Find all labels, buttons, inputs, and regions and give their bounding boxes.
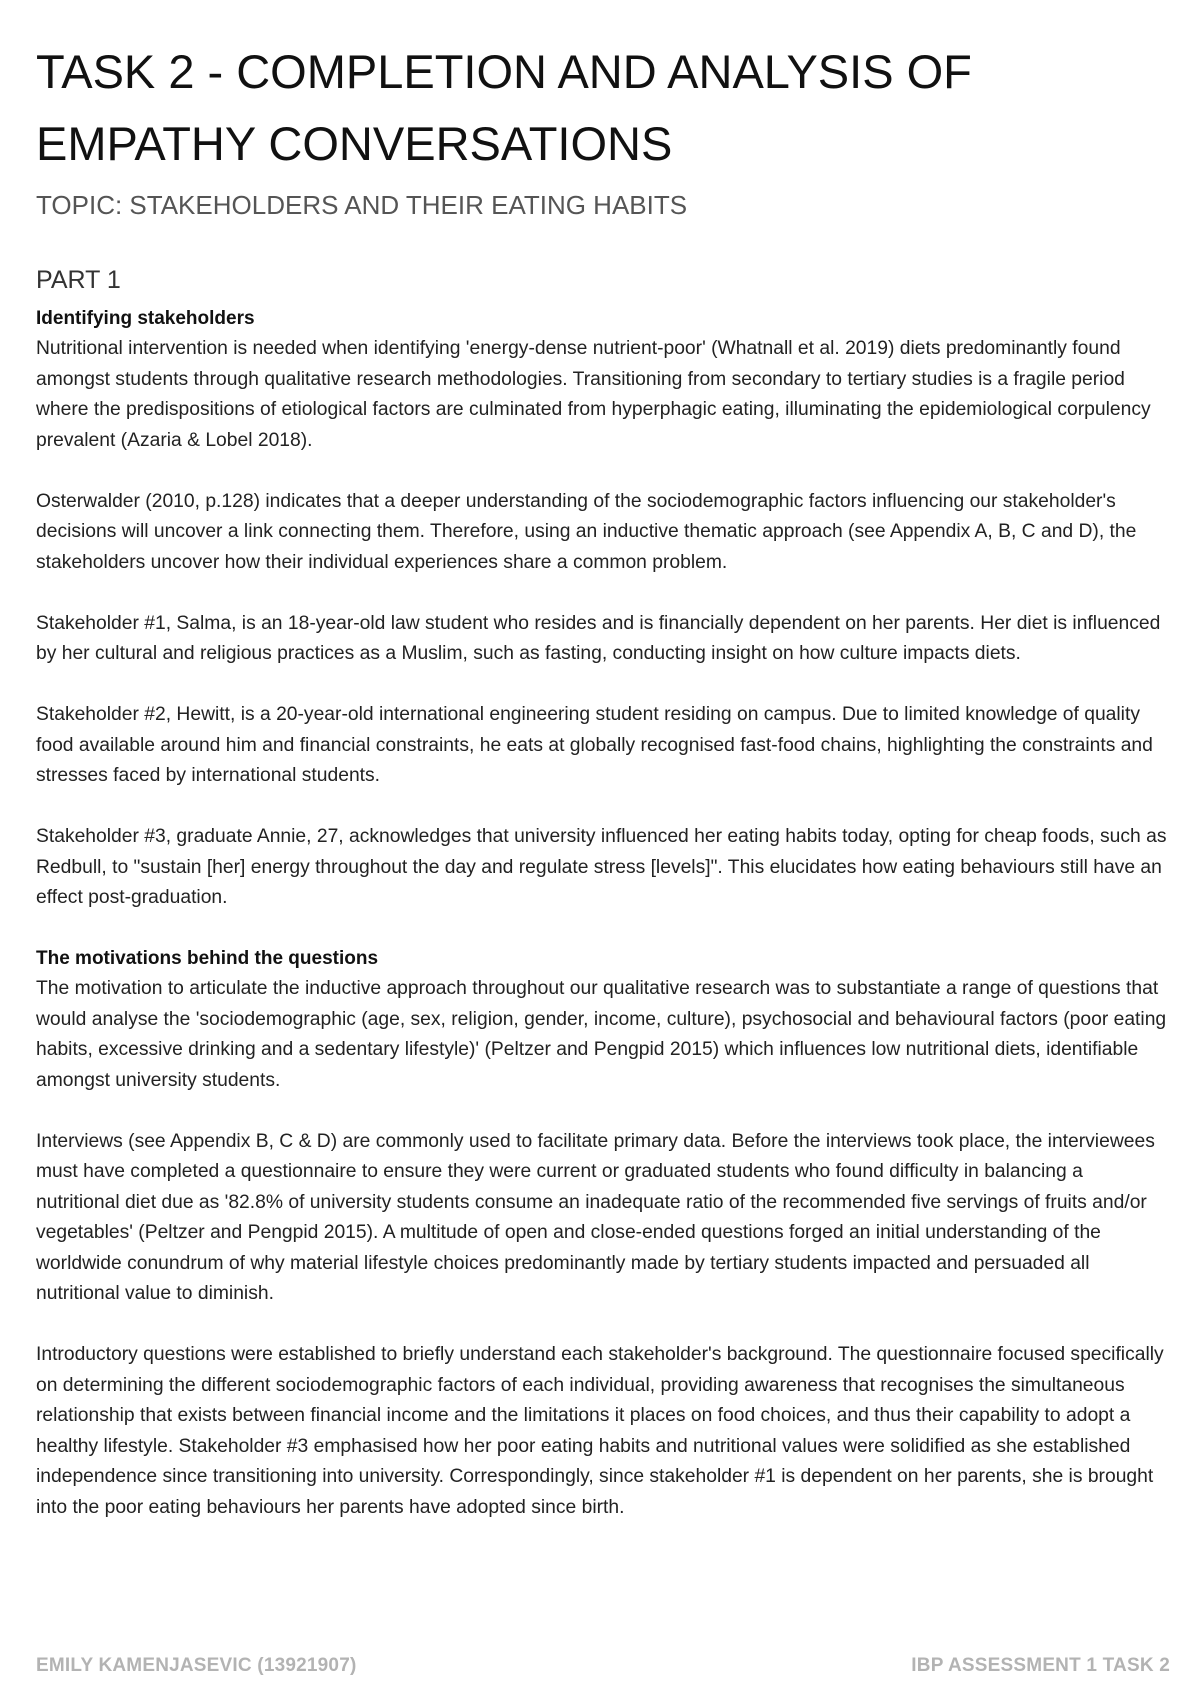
document-title bbox=[36, 36, 1170, 180]
title-line-1: TASK 2 - COMPLETION AND ANALYSIS OF bbox=[36, 45, 972, 98]
paragraph: Stakeholder #2, Hewitt, is a 20-year-old international engineering student residing on campus. Due to limited knowledge of quality food available around him and financial constraints, he eats at globally recognised fast-food chains, highlighting the constraints and stresses faced by international students. bbox=[36, 704, 1153, 786]
section-heading: The motivations behind the questions bbox=[36, 948, 379, 969]
title-line-2: EMPATHY CONVERSATIONS bbox=[36, 117, 673, 170]
section-motivations bbox=[36, 944, 1170, 1523]
part-heading: PART 1 bbox=[36, 266, 121, 294]
paragraph: Introductory questions were established to briefly understand each stakeholder's background. The questionnaire focused specifically on determining the different sociodemographic factors of each individual, providing awareness that recognises the simultaneous relationship that exists between financial income and the limitations it places on food choices, and thus their capability to adopt a healthy lifestyle. Stakeholder #3 emphasised how her poor eating habits and nutritional values were solidified as she established independence since transitioning into university. Correspondingly, since stakeholder #1 is dependent on her parents, she is brought into the poor eating behaviours her parents have adopted since birth. bbox=[36, 1344, 1164, 1518]
document-page bbox=[36, 36, 1170, 1554]
paragraph: Stakeholder #3, graduate Annie, 27, acknowledges that university influenced her eating habits today, opting for cheap foods, such as Redbull, to "sustain [her] energy throughout the day and regulate stress [levels]". This elucidates how eating behaviours still have an effect post-graduation. bbox=[36, 826, 1167, 908]
document-subtitle: TOPIC: STAKEHOLDERS AND THEIR EATING HABITS bbox=[36, 190, 688, 220]
paragraph: Nutritional intervention is needed when identifying 'energy-dense nutrient-poor' (Whatnall et al. 2019) diets predominantly found amongst students through qualitative research methodologies. Transitioning from secondary to tertiary studies is a fragile period where the predispositions of etiological factors are culminated from hyperphagic eating, illuminating the epidemiological corpulency prevalent (Azaria & Lobel 2018). bbox=[36, 338, 1151, 451]
paragraph: Osterwalder (2010, p.128) indicates that a deeper understanding of the sociodemographic factors influencing our stakeholder's decisions will uncover a link connecting them. Therefore, using an inductive thematic approach (see Appendix A, B, C and D), the stakeholders uncover how their individual experiences share a common problem. bbox=[36, 490, 1137, 573]
paragraph: Interviews (see Appendix B, C & D) are commonly used to facilitate primary data. Before the interviews took place, the interviewees must have completed a questionnaire to ensure they were current or graduated students who found difficulty in balancing a nutritional diet due as '82.8% of university students consume an inadequate ratio of the recommended five servings of fruits and/or vegetables' (Peltzer and Pengpid 2015). A multitude of open and close-ended questions forged an initial understanding of the worldwide conundrum of why material lifestyle choices predominantly made by tertiary students impacted and persuaded all nutritional value to diminish. bbox=[36, 1130, 1155, 1304]
paragraph: The motivation to articulate the inductive approach throughout our qualitative research was to substantiate a range of questions that would analyse the 'sociodemographic (age, sex, religion, gender, income, culture), psychosocial and behavioural factors (poor eating habits, excessive drinking and a sedentary lifestyle)' (Peltzer and Pengpid 2015) which influences low nutritional diets, identifiable amongst university students. bbox=[36, 978, 1167, 1091]
footer-author: EMILY KAMENJASEVIC (13921907) bbox=[36, 1655, 357, 1676]
section-heading: Identifying stakeholders bbox=[36, 308, 255, 329]
section-identifying-stakeholders bbox=[36, 304, 1170, 914]
footer-assessment: IBP ASSESSMENT 1 TASK 2 bbox=[911, 1655, 1170, 1676]
paragraph: Stakeholder #1, Salma, is an 18-year-old law student who resides and is financially dependent on her parents. Her diet is influenced by her cultural and religious practices as a Muslim, such as fasting, conducting insight on how culture impacts diets. bbox=[36, 612, 1161, 664]
page-footer bbox=[36, 1655, 1170, 1677]
